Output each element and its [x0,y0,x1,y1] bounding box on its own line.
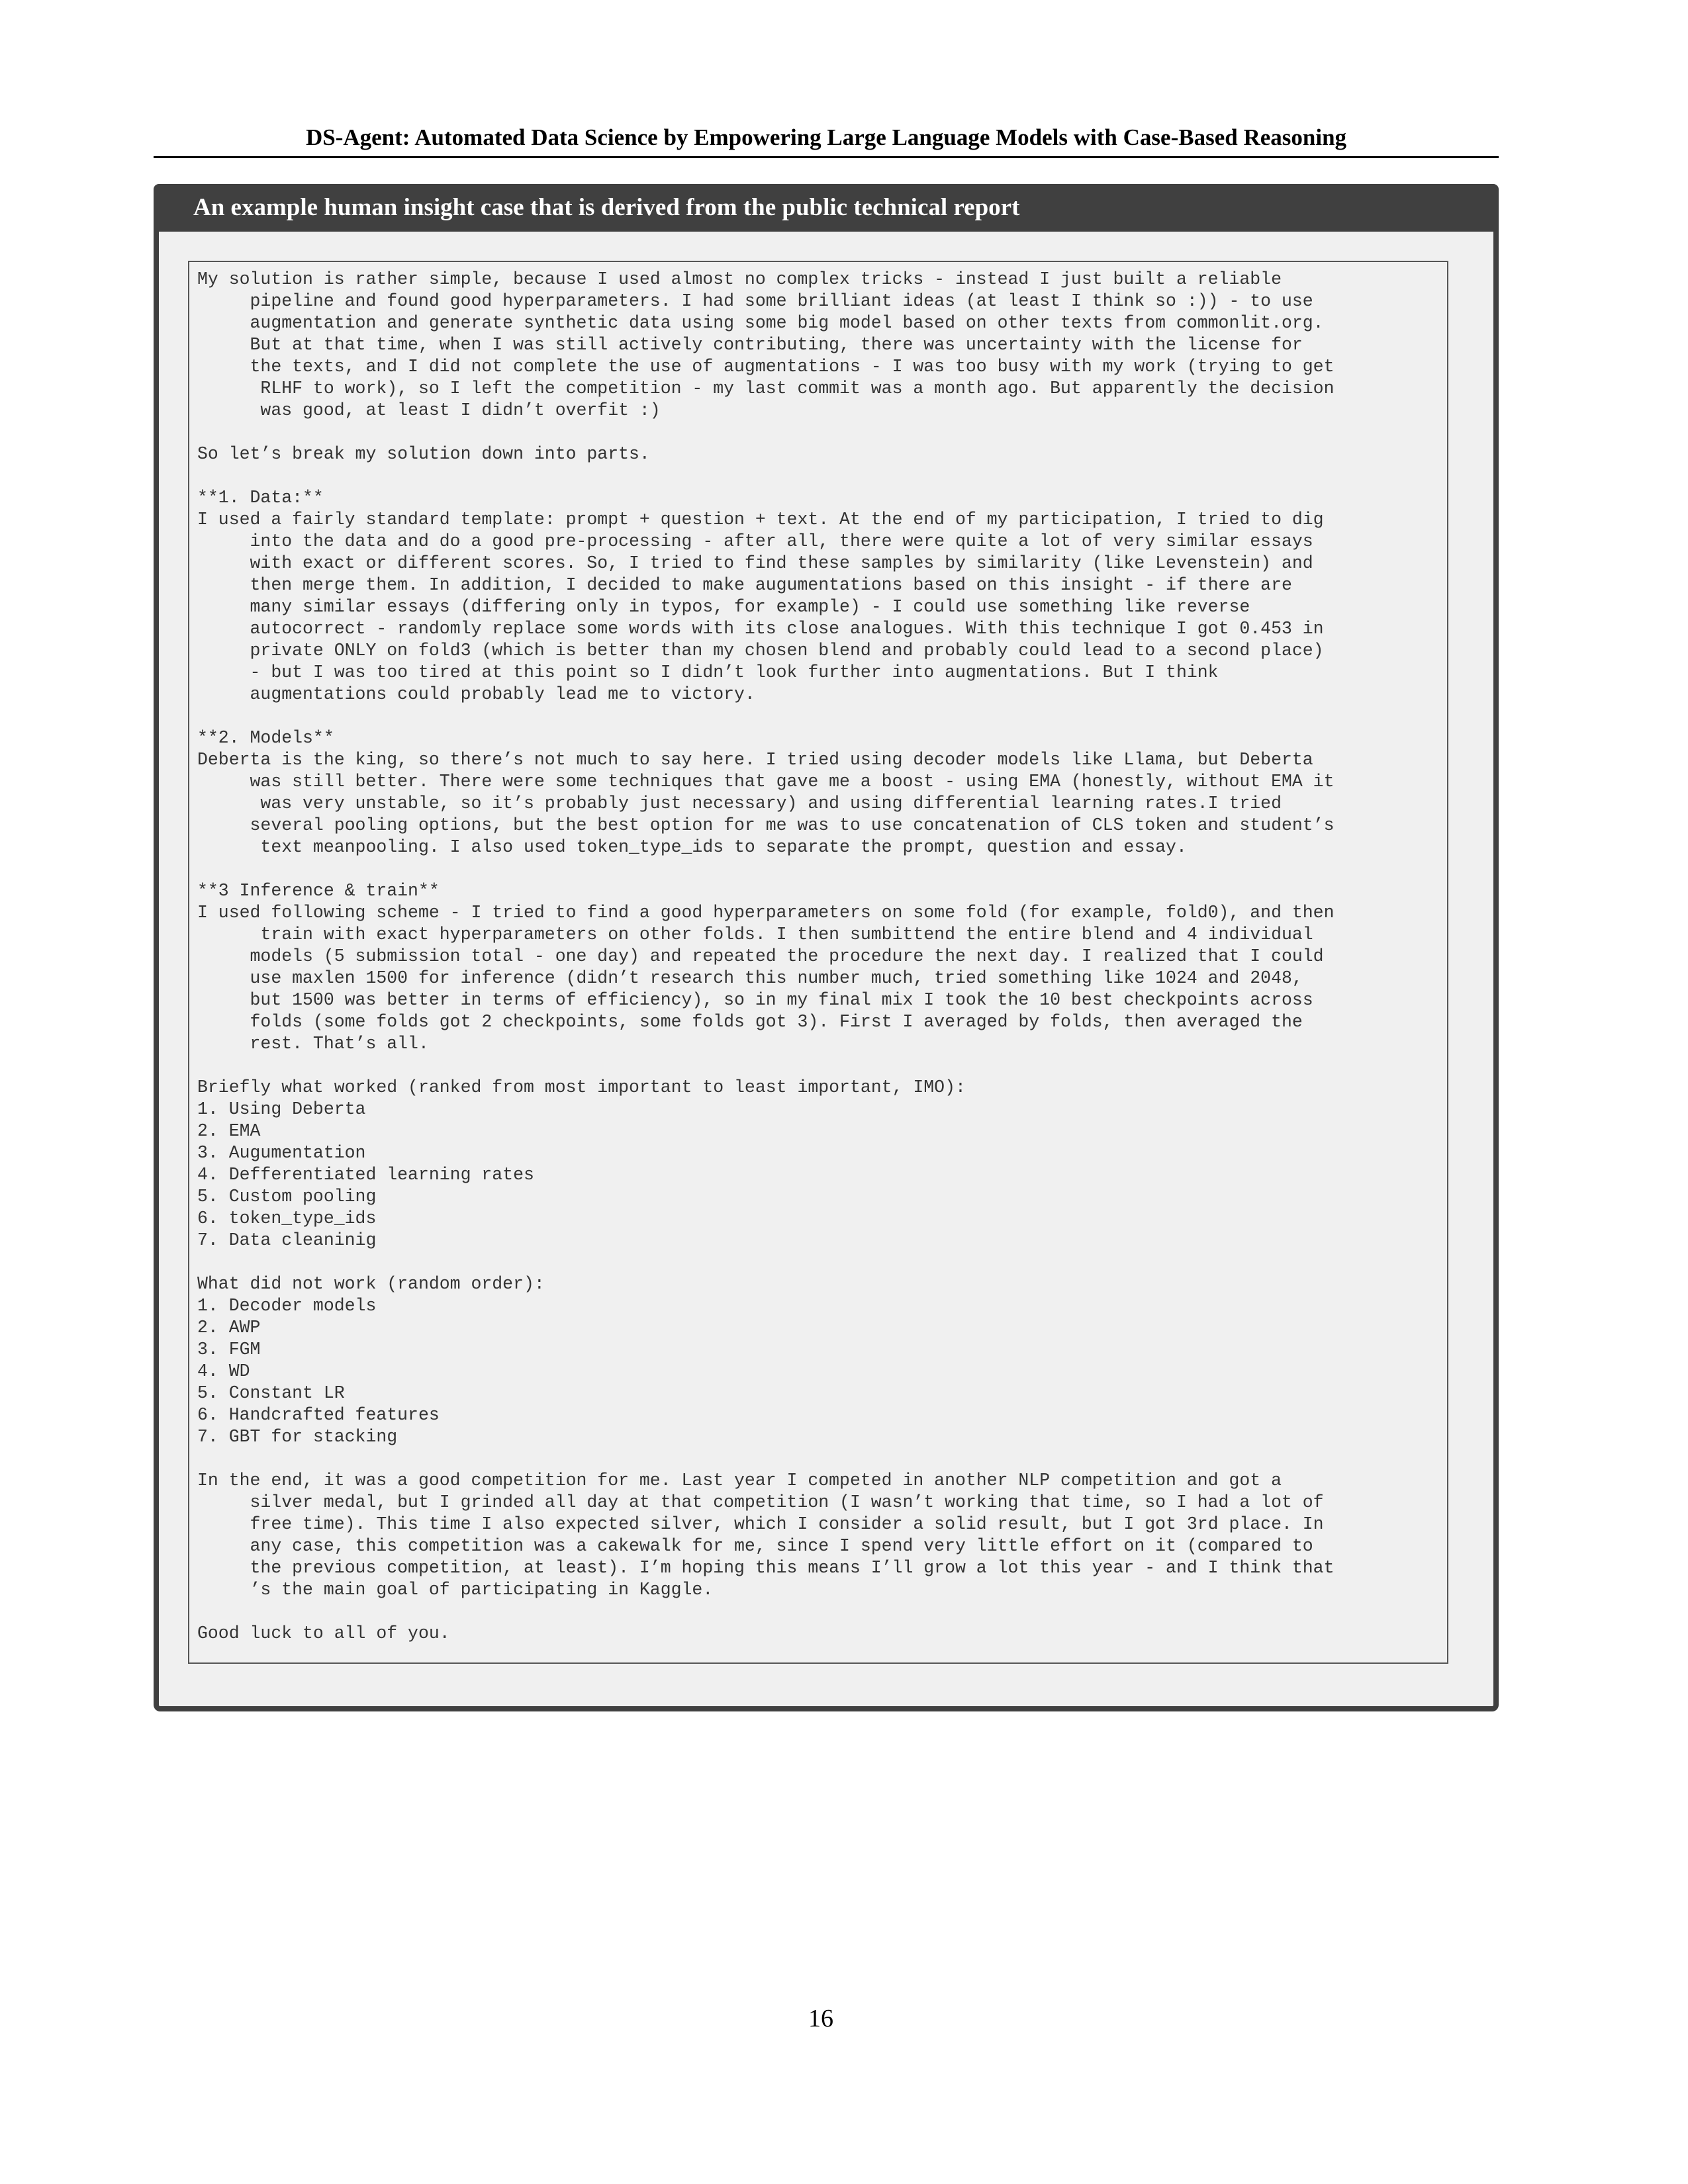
page-number: 16 [808,2005,833,2032]
paragraph-data: **1. Data:** I used a fairly standard template: prompt + question + text. At the end of my participation, I tried to dig into the data and do a good pre-processing - after all, there were quite a lot of very similar essays with exact or different scores. So, I tried to find these samples by similarity (like Levenstein) and then merge them. In addition, I decided to make augumentations based on this insight - if there are many similar essays (differing only in typos, for example) - I could use something like reverse autocorrect - randomly replace some words with its close analogues. With this technique I got 0.453 in private ONLY on fold3 (which is better than my chosen blend and probably could lead to a second place) - but I was too tired at this point so I didn’t look further into augmentations. But I think augmentations could probably lead me to victory. [197,488,1324,704]
paragraph-inference-train: **3 Inference & train** I used following scheme - I tried to find a good hyperparameters on some fold (for example, fold0), and then train with exact hyperparameters on other folds. I then sumbittend the entire blend and 4 individual models (5 submission total - one day) and repeated the procedure the next day. I realized that I could use maxlen 1500 for inference (didn’t research this number much, tried something like 1024 and 2048, but 1500 was better in terms of efficiency), so in my final mix I took the 10 best checkpoints across folds (some folds got 2 checkpoints, some folds got 3). First I averaged by folds, then averaged the rest. That’s all. [197,881,1335,1054]
paragraph-gap [197,1055,1439,1077]
insight-case-box [154,184,1499,1711]
report-text-frame [188,261,1448,1664]
paragraph-gap [197,422,1439,443]
header-rule [154,156,1499,158]
paragraph-models: **2. Models** Deberta is the king, so there’s not much to say here. I tried using decoder models like Llama, but Deberta was still better. There were some techniques that gave me a boost - using EMA (honestly, without EMA it was very unstable, so it’s probably just necessary) and using differential learning rates.I tried several pooling options, but the best option for me was to use concatenation of CLS token and student’s text meanpooling. I also used token_type_ids to separate the prompt, question and essay. [197,728,1335,857]
paragraph-intro: My solution is rather simple, because I used almost no complex tricks - instead I just built a reliable pipeline and found good hyperparameters. I had some brilliant ideas (at least I think so :)) - to use augmentation and generate synthetic data using some big model based on other texts from commonlit.org. But at that time, when I was still actively contributing, there was uncertainty with the license for the texts, and I did not complete the use of augmentations - I was too busy with my work (trying to get RLHF to work), so I left the competition - my last commit was a month ago. But apparently the decision was good, at least I didn’t overfit :) [197,269,1335,420]
list-what-did-not-work: What did not work (random order): 1. Decoder models 2. AWP 3. FGM 4. WD 5. Constant LR 6. Handcrafted features 7. GBT for stacking [197,1274,545,1447]
paragraph-gap [197,705,1439,727]
paragraph-gap [197,465,1439,487]
paragraph-gap [197,858,1439,880]
box-title: An example human insight case that is derived from the public technical report [154,184,1499,232]
paragraph-gap [197,1251,1439,1273]
paragraph-conclusion: In the end, it was a good competition for me. Last year I competed in another NLP competition and got a silver medal, but I grinded all day at that competition (I wasn’t working that time, so I had a lot of free time). This time I also expected silver, which I consider a solid result, but I got 3rd place. In any case, this competition was a cakewalk for me, since I spend very little effort on it (compared to the previous competition, at least). I’m hoping this means I’ll grow a lot this year - and I think that ’s the main goal of participating in Kaggle. [197,1471,1335,1600]
paragraph-breakdown: So let’s break my solution down into parts. [197,444,650,464]
paragraph-gap [197,1448,1439,1470]
paragraph-gap [197,1601,1439,1623]
list-what-worked: Briefly what worked (ranked from most important to least important, IMO): 1. Using Deberta 2. EMA 3. Augumentation 4. Defferentiated learning rates 5. Custom pooling 6. token_type_ids 7. Data cleaninig [197,1077,966,1250]
running-header-title: DS-Agent: Automated Data Science by Empowering Large Language Models with Case-Based Reasoning [305,124,1347,150]
paragraph-good-luck: Good luck to all of you. [197,1623,450,1643]
